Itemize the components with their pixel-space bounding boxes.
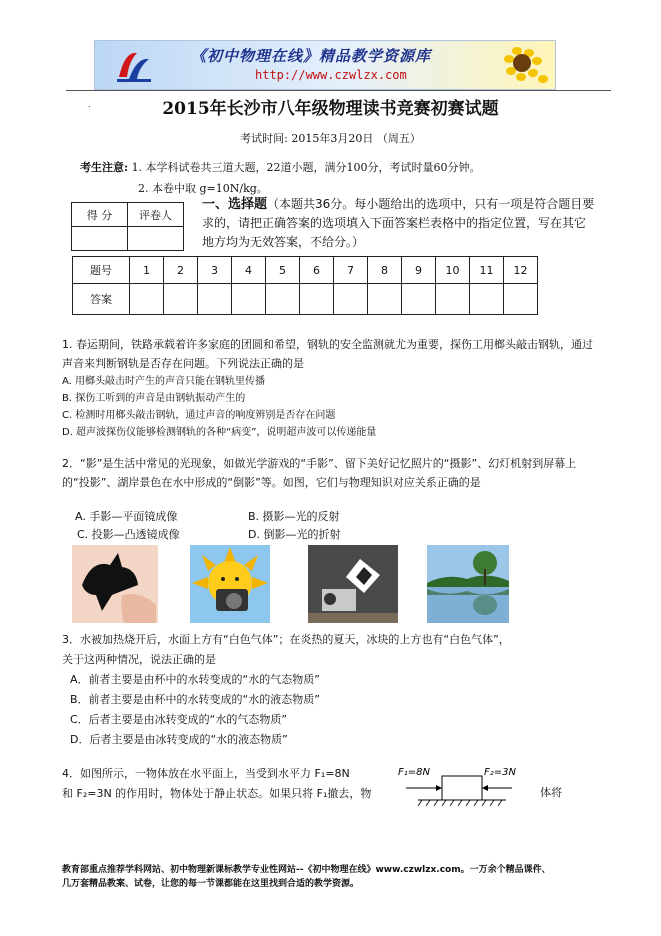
question-2-option-d: D. 倒影—光的折射 [248,528,341,541]
answer-table [72,256,538,315]
footer-line-1: 教育部重点推荐学科网站、初中物理新课标教学专业性网站--《初中物理在线》www.czwlzx.com。一万余个精品课件、 [62,865,551,875]
question-number: 2 [164,257,198,284]
question-number: 7 [334,257,368,284]
question-3-stem-1: 3．水被加热烧开后，水面上方有“白色气体”；在炎热的夏天，冰块的上方也有“白色气体”， [62,633,510,646]
answer-header: 答案 [73,284,130,315]
question-number: 3 [198,257,232,284]
force-f1-arrowhead [436,785,442,791]
answer-cell[interactable] [198,284,232,315]
question-4-line-1: 4．如图所示，一物体放在水平面上，当受到水平力 F₁=8N [62,767,350,780]
answer-cell[interactable] [402,284,436,315]
score-table [71,202,184,251]
question-number: 12 [504,257,538,284]
site-logo-icon [115,47,153,83]
exam-note-2: 2. 本卷中取 g=10N/kg。 [138,182,268,195]
question-number: 1 [130,257,164,284]
answer-cell[interactable] [130,284,164,315]
header-rule [66,90,611,91]
answer-cell[interactable] [334,284,368,315]
answer-cell[interactable] [436,284,470,315]
grader-header: 评卷人 [128,203,184,227]
question-number: 8 [368,257,402,284]
answer-cell[interactable] [164,284,198,315]
question-2-option-b: B. 摄影—光的反射 [248,510,340,523]
section-1-text: （本题共36分。每小题给出的选项中，只有一项是符合题目要求的，请把正确答案的选项填入下面答案栏表格中的指定位置，写在其它地方均为无效答案，不给分。） [202,197,595,249]
site-banner [94,40,556,90]
question-number: 11 [470,257,504,284]
page-title: 2015年长沙市八年级物理读书竞赛初赛试题 [162,99,499,119]
question-1-stem: 1. 春运期间，铁路承载着许多家庭的团圆和希望，钢轨的安全监测就尤为重要，探伤工用榔头敲击钢轨，通过声音来判断钢轨是否存在问题。下列说法正确的是 [62,338,593,370]
force-f2-arrowhead [482,785,488,791]
section-1-instructions [202,195,597,252]
block [442,776,482,800]
force-f2-label: F₂=3N [484,767,516,778]
answer-cell[interactable] [266,284,300,315]
question-number: 10 [436,257,470,284]
question-4-tail: 体将 [540,786,562,799]
question-4 [62,764,402,804]
section-1-heading: 一、选择题 [202,197,268,212]
question-1 [62,335,602,441]
question-number-header: 题号 [73,257,130,284]
question-3-option-a: A．前者主要是由杯中的水转变成的“水的气态物质” [70,673,320,686]
question-1-option-c: C. 检测时用榔头敲击钢轨，通过声音的响度辨别是否存在问题 [62,410,336,421]
score-cell[interactable] [72,227,128,251]
question-number: 6 [300,257,334,284]
question-2-stem: 2．“影”是生活中常见的光现象，如做光学游戏的“手影”、留下美好记忆照片的“摄影”、幻灯机射到屏幕上的“投影”、湖岸景色在水中形成的“倒影”等。如图，它们与物理知识对应关系正确的是 [62,457,577,489]
lake-reflection-image [427,545,509,623]
question-2-option-c: C. 投影—凸透镜成像 [77,528,180,541]
margin-dot: . [88,100,91,109]
question-1-option-b: B. 探伤工听到的声音是由钢轨振动产生的 [62,393,246,404]
banner-url[interactable]: http://www.czwlzx.com [255,68,407,82]
grader-cell[interactable] [128,227,184,251]
question-3-stem-2: 关于这两种情况，说法正确的是 [62,653,216,666]
projector-image [308,545,398,623]
question-1-option-a: A. 用榔头敲击时产生的声音只能在钢轨里传播 [62,376,266,387]
exam-time: 考试时间: 2015年3月20日 （周五） [240,132,421,145]
note-1-text: 1. 本学科试卷共三道大题，22道小题，满分100分，考试时量60分钟。 [131,161,481,174]
question-number: 4 [232,257,266,284]
footer-line-2: 几万套精品教案、试卷，让您的每一节课都能在这里找到合适的教学资源。 [62,879,360,889]
question-3-option-b: B．前者主要是由杯中的水转变成的“水的液态物质” [70,693,320,706]
answer-cell[interactable] [504,284,538,315]
answer-cell[interactable] [368,284,402,315]
ground-hatch [418,800,502,806]
sunflower-icon [499,45,549,85]
answer-cell[interactable] [470,284,504,315]
question-1-option-d: D. 超声波探伤仪能够检测钢轨的各种“病变”，说明超声波可以传递能量 [62,427,377,438]
page-footer [62,863,622,891]
question-number: 5 [266,257,300,284]
question-number: 9 [402,257,436,284]
question-4-line-2: 和 F₂=3N 的作用时，物体处于静止状态。如果只将 F₁撤去，物 [62,787,372,800]
answer-table-answer-row [73,284,538,315]
hand-shadow-image [72,545,158,623]
force-diagram [398,762,518,810]
score-header: 得 分 [72,203,128,227]
banner-title: 《初中物理在线》精品教学资源库 [191,47,432,65]
answer-cell[interactable] [232,284,266,315]
notes-label: 考生注意: [80,161,129,174]
answer-cell[interactable] [300,284,334,315]
exam-note-1 [80,159,481,175]
force-f1-label: F₁=8N [398,767,430,778]
question-3 [62,630,602,750]
question-3-option-d: D．后者主要是由冰转变成的“水的液态物质” [70,733,288,746]
answer-table-number-row [73,257,538,284]
question-2-option-a: A. 手影—平面镜成像 [75,510,178,523]
question-2 [62,454,602,492]
sun-camera-image [190,545,270,623]
question-3-option-c: C．后者主要是由冰转变成的“水的气态物质” [70,713,288,726]
